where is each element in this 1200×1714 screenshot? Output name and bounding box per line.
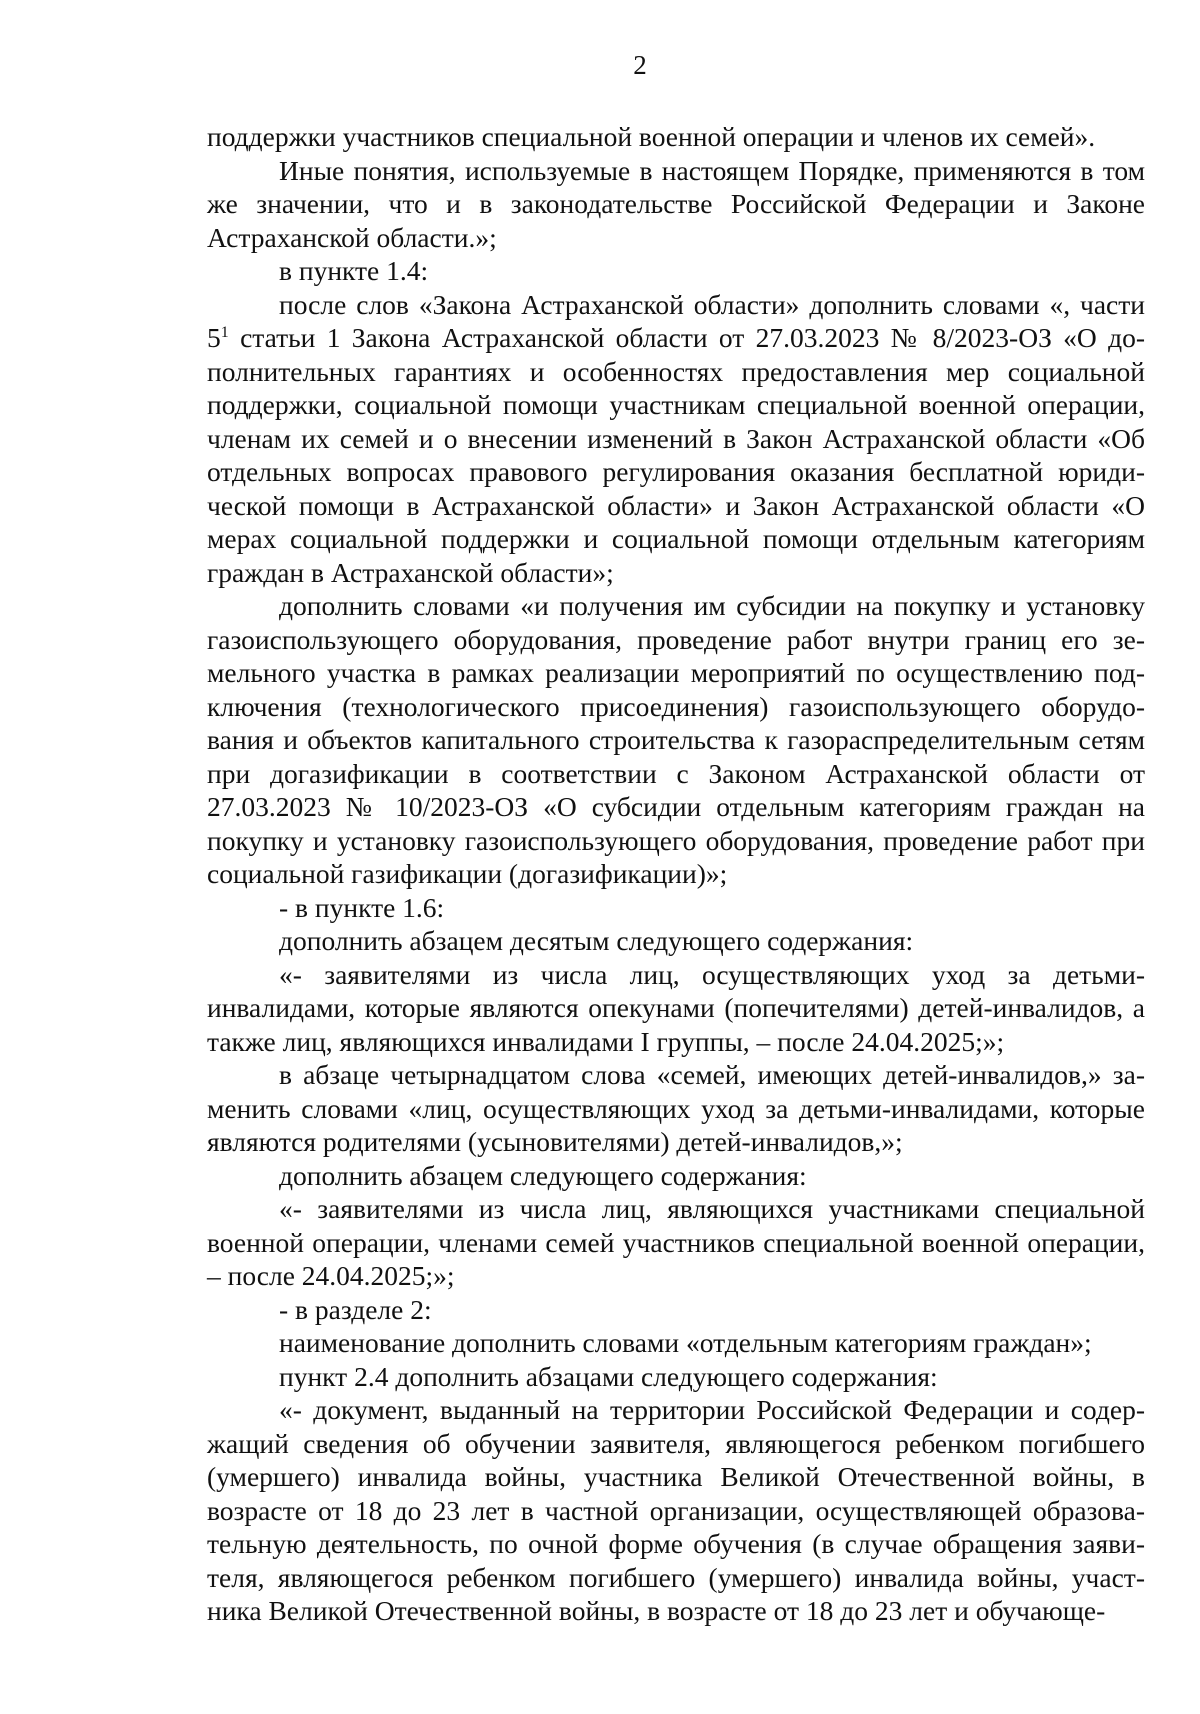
- paragraph: - в пункте 1.6:: [279, 891, 445, 923]
- document-body: [207, 120, 1145, 1628]
- paragraph: наименование дополнить словами «отдельным категориям граждан»;: [279, 1327, 1092, 1358]
- paragraph: дополнить словами «и получения им субсидии на покупку и установку газоиспользующего оборудования, проведение работ внутри границ его земельного участка в рамках реализации мероприятий по осуществлению подключения (технологического присоединения) газоиспользующего оборудования и объектов капитального строительства к газораспределительным сетям при догазификации в соответствии с Законом Астраханской области от 27.03.2023 № 10/2023-ОЗ «О субсидии отдельным категориям граждан на покупку и установку газоиспользующего оборудования, проведение работ при социальной газификации (догазификации)»;: [207, 590, 1145, 889]
- paragraph-with-superscript: [207, 288, 1145, 590]
- paragraph: в абзаце четырнадцатом слова «семей, имеющих детей-инвалидов,» заменить словами «лиц, осуществляющих уход за детьми-инвалидами, которые являются родителями (усыновителями) детей-инвалидов,»;: [207, 1059, 1145, 1157]
- paragraph: в пункте 1.4:: [279, 255, 429, 286]
- page-number: 2: [633, 50, 647, 80]
- paragraph: «- заявителями из числа лиц, осуществляющих уход за детьми-инвалидами, которые являются опекунами (попечителями) детей-инвалидов, а также лиц, являющихся инвалидами I группы, – после 24.04.2025;»;: [207, 958, 1145, 1057]
- paragraph: - в разделе 2:: [279, 1293, 432, 1325]
- paragraph: пункт 2.4 дополнить абзацами следующего содержания:: [279, 1360, 938, 1392]
- paragraph-text: статьи 1 Закона Астраханской области от 27.03.2023 № 8/2023-ОЗ «О дополнительных гарантиях и особенностях предоставления мер социальной поддержки, социальной помощи участникам специальной военной операции, членам их семей и о внесении изменений в Закон Астраханской области «Об отдельных вопросах правового регулирования оказания бесплатной юридической помощи в Астраханской области» и Закон Астраханской области «О мерах социальной поддержки и социальной помощи отдельным категориям граждан в Астраханской области»;: [207, 322, 1145, 588]
- paragraph: дополнить абзацем десятым следующего содержания:: [279, 925, 914, 956]
- paragraph: дополнить абзацем следующего содержания:: [279, 1159, 807, 1191]
- paragraph-text: после слов «Закона Астраханской области» дополнить словами «, части 5: [207, 288, 1145, 353]
- paragraph: Иные понятия, используемые в настоящем Порядке, применяются в том же значении, что и в законодательстве Российской Федерации и Законе Астраханской области.»;: [207, 154, 1145, 253]
- paragraph: «- заявителями из числа лиц, являющихся участниками специальной военной операции, членами семей участников специальной военной операции, – после 24.04.2025;»;: [207, 1193, 1145, 1291]
- superscript: 1: [220, 324, 229, 341]
- paragraph: «- документ, выданный на территории Российской Федерации и содержащий сведения об обучении заявителя, являющегося ребенком погибшего (умершего) инвалида войны, участника Великой Отечественной войны, в возрасте от 18 до 23 лет в частной организации, осуществляющей образовательную деятельность, по очной форме обучения (в случае обращения заявителя, являющегося ребенком погибшего (умершего) инвалида войны, участника Великой Отечественной войны, в возрасте от 18 до 23 лет и обучающе-: [207, 1394, 1145, 1626]
- paragraph: поддержки участников специальной военной операции и членов их семей».: [207, 121, 1096, 152]
